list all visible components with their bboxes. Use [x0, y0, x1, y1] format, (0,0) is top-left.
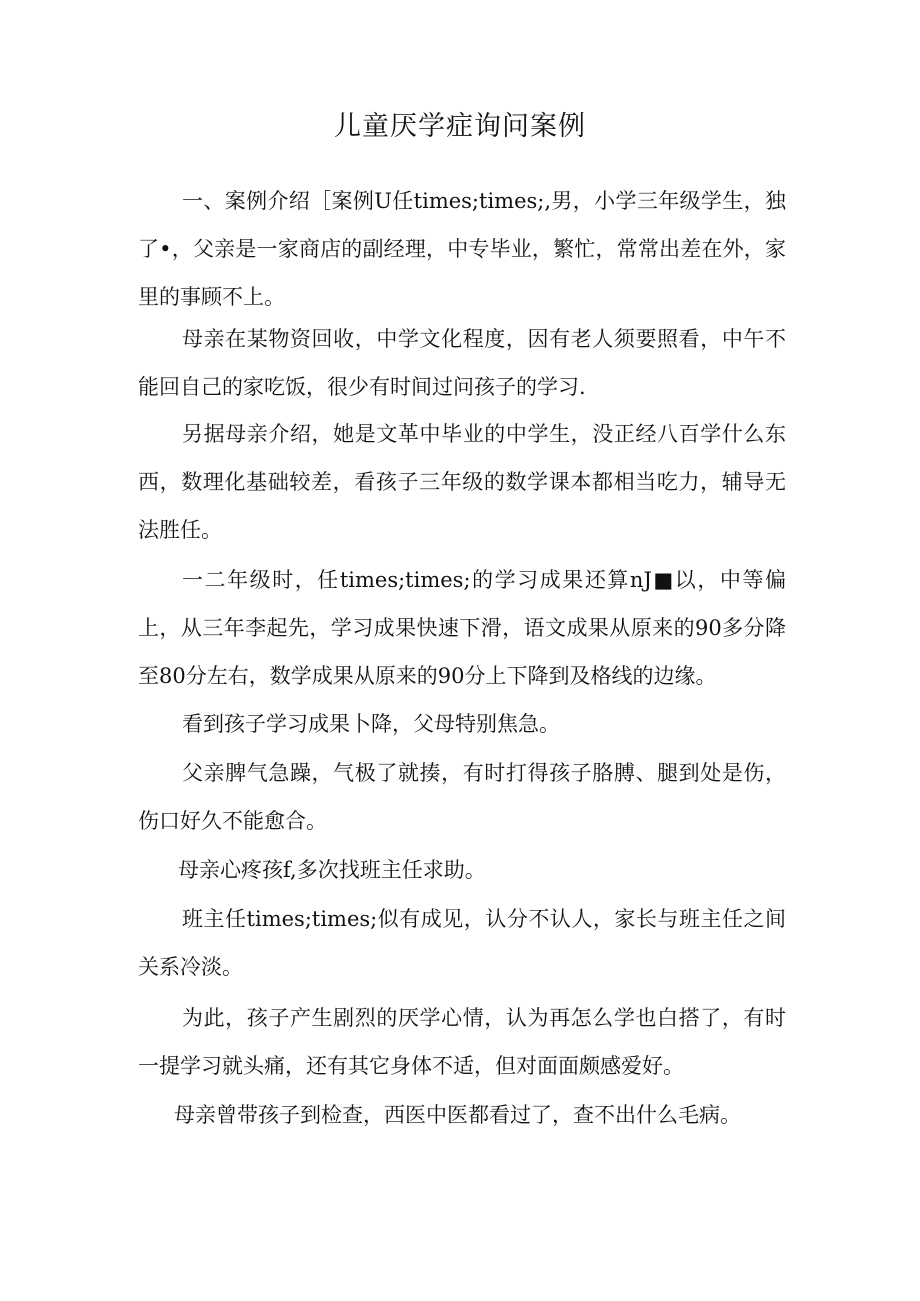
- paragraph-school-aversion: 为此，孩子产生剧烈的厌学心情，认为再怎么学也白搭了，有时一提学习就头痛，还有其它身体不适，但对面面颇感爱好。: [138, 1006, 786, 1078]
- paragraph-father-temper: 父亲脾气急躁，气极了就揍，有时打得孩子胳膊、腿到处是伤，伤口好久不能愈合。: [138, 761, 786, 833]
- document-title: 儿童厌学症询问案例: [334, 111, 586, 142]
- paragraph-grades-decline: 一二年级时，任times;times;的学习成果还算nJ■以，中等偏上，从三年李起先，学习成果快速下滑，语文成果从原来的90多分降至80分左右，数学成果从原来的90分上下降到及格线的边缘。: [138, 568, 786, 688]
- paragraph-medical-check: 母亲曾带孩子到检查，西医中医都看过了，查不出什么毛病。: [174, 1103, 741, 1127]
- paragraph-mother-job: 母亲在某物资回收，中学文化程度，因有老人须要照看，中午不能回自己的家吃饭，很少有时间过问孩子的学习.: [138, 327, 786, 399]
- paragraph-teacher-relationship: 班主任times;times;似有成见，认分不认人，家长与班主任之间关系冷淡。: [138, 907, 786, 979]
- paragraph-mother-seeks-help: 母亲心疼孩f,多次找班主任求助。: [178, 858, 486, 882]
- paragraph-case-intro: 一、案例介绍［案例U任times;times;,男，小学三年级学生，独了•，父亲是一家商店的副经理，中专毕业，繁忙，常常出差在外，家里的事顾不上。: [138, 189, 786, 309]
- paragraph-parents-anxious: 看到孩子学习成果卜降，父母特别焦急。: [182, 712, 560, 736]
- paragraph-mother-background: 另据母亲介绍，她是文革中毕业的中学生，没正经八百学什么东西，数理化基础较差，看孩子三年级的数学课本都相当吃力，辅导无法胜任。: [138, 422, 786, 542]
